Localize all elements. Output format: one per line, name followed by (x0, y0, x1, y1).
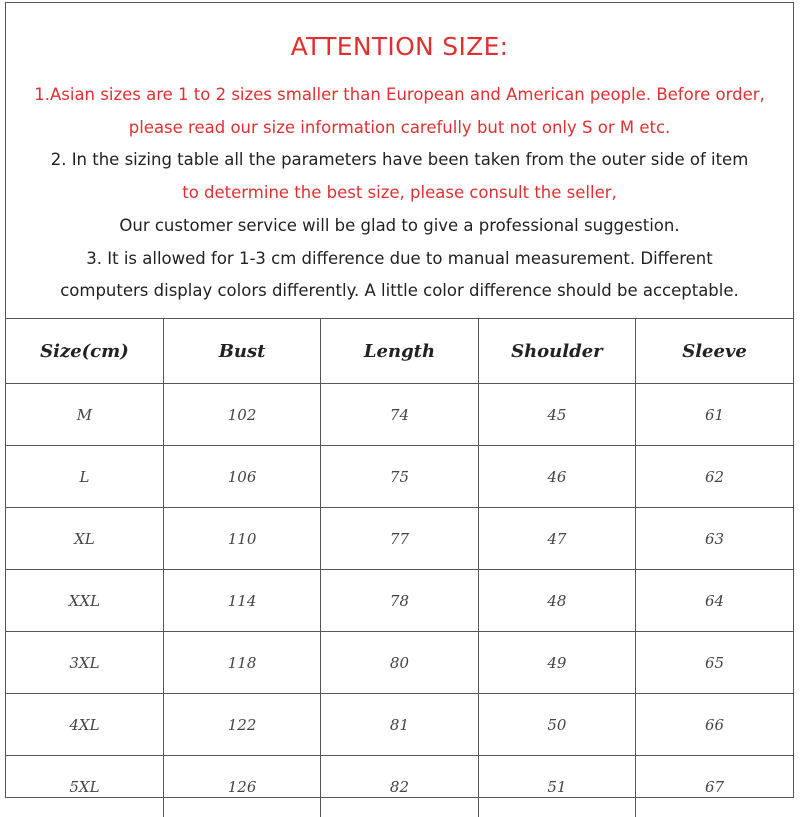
notice-line-4: to determine the best size, please consult the seller, (6, 177, 793, 210)
cell-shoulder: 51 (478, 756, 635, 817)
header-bust: Bust (163, 319, 320, 384)
notice-line-5: Our customer service will be glad to give a professional suggestion. (6, 210, 793, 243)
cell-size: 3XL (6, 632, 163, 694)
cell-shoulder: 45 (478, 384, 635, 446)
cell-length: 81 (321, 694, 478, 756)
cell-length: 78 (321, 570, 478, 632)
notice-line-3: 2. In the sizing table all the parameters have been taken from the outer side of item (6, 144, 793, 177)
table-row (6, 570, 793, 632)
cell-bust: 122 (163, 694, 320, 756)
table-row (6, 756, 793, 817)
cell-shoulder: 50 (478, 694, 635, 756)
cell-sleeve: 67 (636, 756, 793, 817)
cell-sleeve: 65 (636, 632, 793, 694)
attention-notice (6, 3, 793, 318)
header-length: Length (321, 319, 478, 384)
cell-shoulder: 47 (478, 508, 635, 570)
cell-length: 82 (321, 756, 478, 817)
cell-length: 80 (321, 632, 478, 694)
table-row (6, 694, 793, 756)
cell-size: M (6, 384, 163, 446)
size-chart-sheet (5, 2, 794, 798)
header-sleeve: Sleeve (636, 319, 793, 384)
table-row (6, 446, 793, 508)
notice-line-6: 3. It is allowed for 1-3 cm difference due to manual measurement. Different (6, 243, 793, 276)
cell-sleeve: 64 (636, 570, 793, 632)
cell-shoulder: 46 (478, 446, 635, 508)
table-row (6, 632, 793, 694)
cell-sleeve: 66 (636, 694, 793, 756)
cell-bust: 118 (163, 632, 320, 694)
cell-size: L (6, 446, 163, 508)
cell-size: 4XL (6, 694, 163, 756)
notice-line-1: 1.Asian sizes are 1 to 2 sizes smaller than European and American people. Before order, (6, 79, 793, 112)
cell-size: XL (6, 508, 163, 570)
cell-bust: 106 (163, 446, 320, 508)
table-row (6, 384, 793, 446)
cell-bust: 110 (163, 508, 320, 570)
cell-sleeve: 61 (636, 384, 793, 446)
notice-title: ATTENTION SIZE: (6, 3, 793, 79)
cell-bust: 102 (163, 384, 320, 446)
notice-line-2: please read our size information carefully but not only S or M etc. (6, 112, 793, 145)
cell-size: 5XL (6, 756, 163, 817)
cell-size: XXL (6, 570, 163, 632)
header-shoulder: Shoulder (478, 319, 635, 384)
cell-bust: 126 (163, 756, 320, 817)
size-table (6, 318, 793, 817)
cell-shoulder: 48 (478, 570, 635, 632)
cell-sleeve: 63 (636, 508, 793, 570)
notice-line-7: computers display colors differently. A little color difference should be acceptable. (6, 275, 793, 308)
cell-length: 75 (321, 446, 478, 508)
size-table-header-row (6, 319, 793, 384)
cell-bust: 114 (163, 570, 320, 632)
cell-length: 77 (321, 508, 478, 570)
header-size: Size(cm) (6, 319, 163, 384)
cell-length: 74 (321, 384, 478, 446)
cell-sleeve: 62 (636, 446, 793, 508)
table-row (6, 508, 793, 570)
cell-shoulder: 49 (478, 632, 635, 694)
